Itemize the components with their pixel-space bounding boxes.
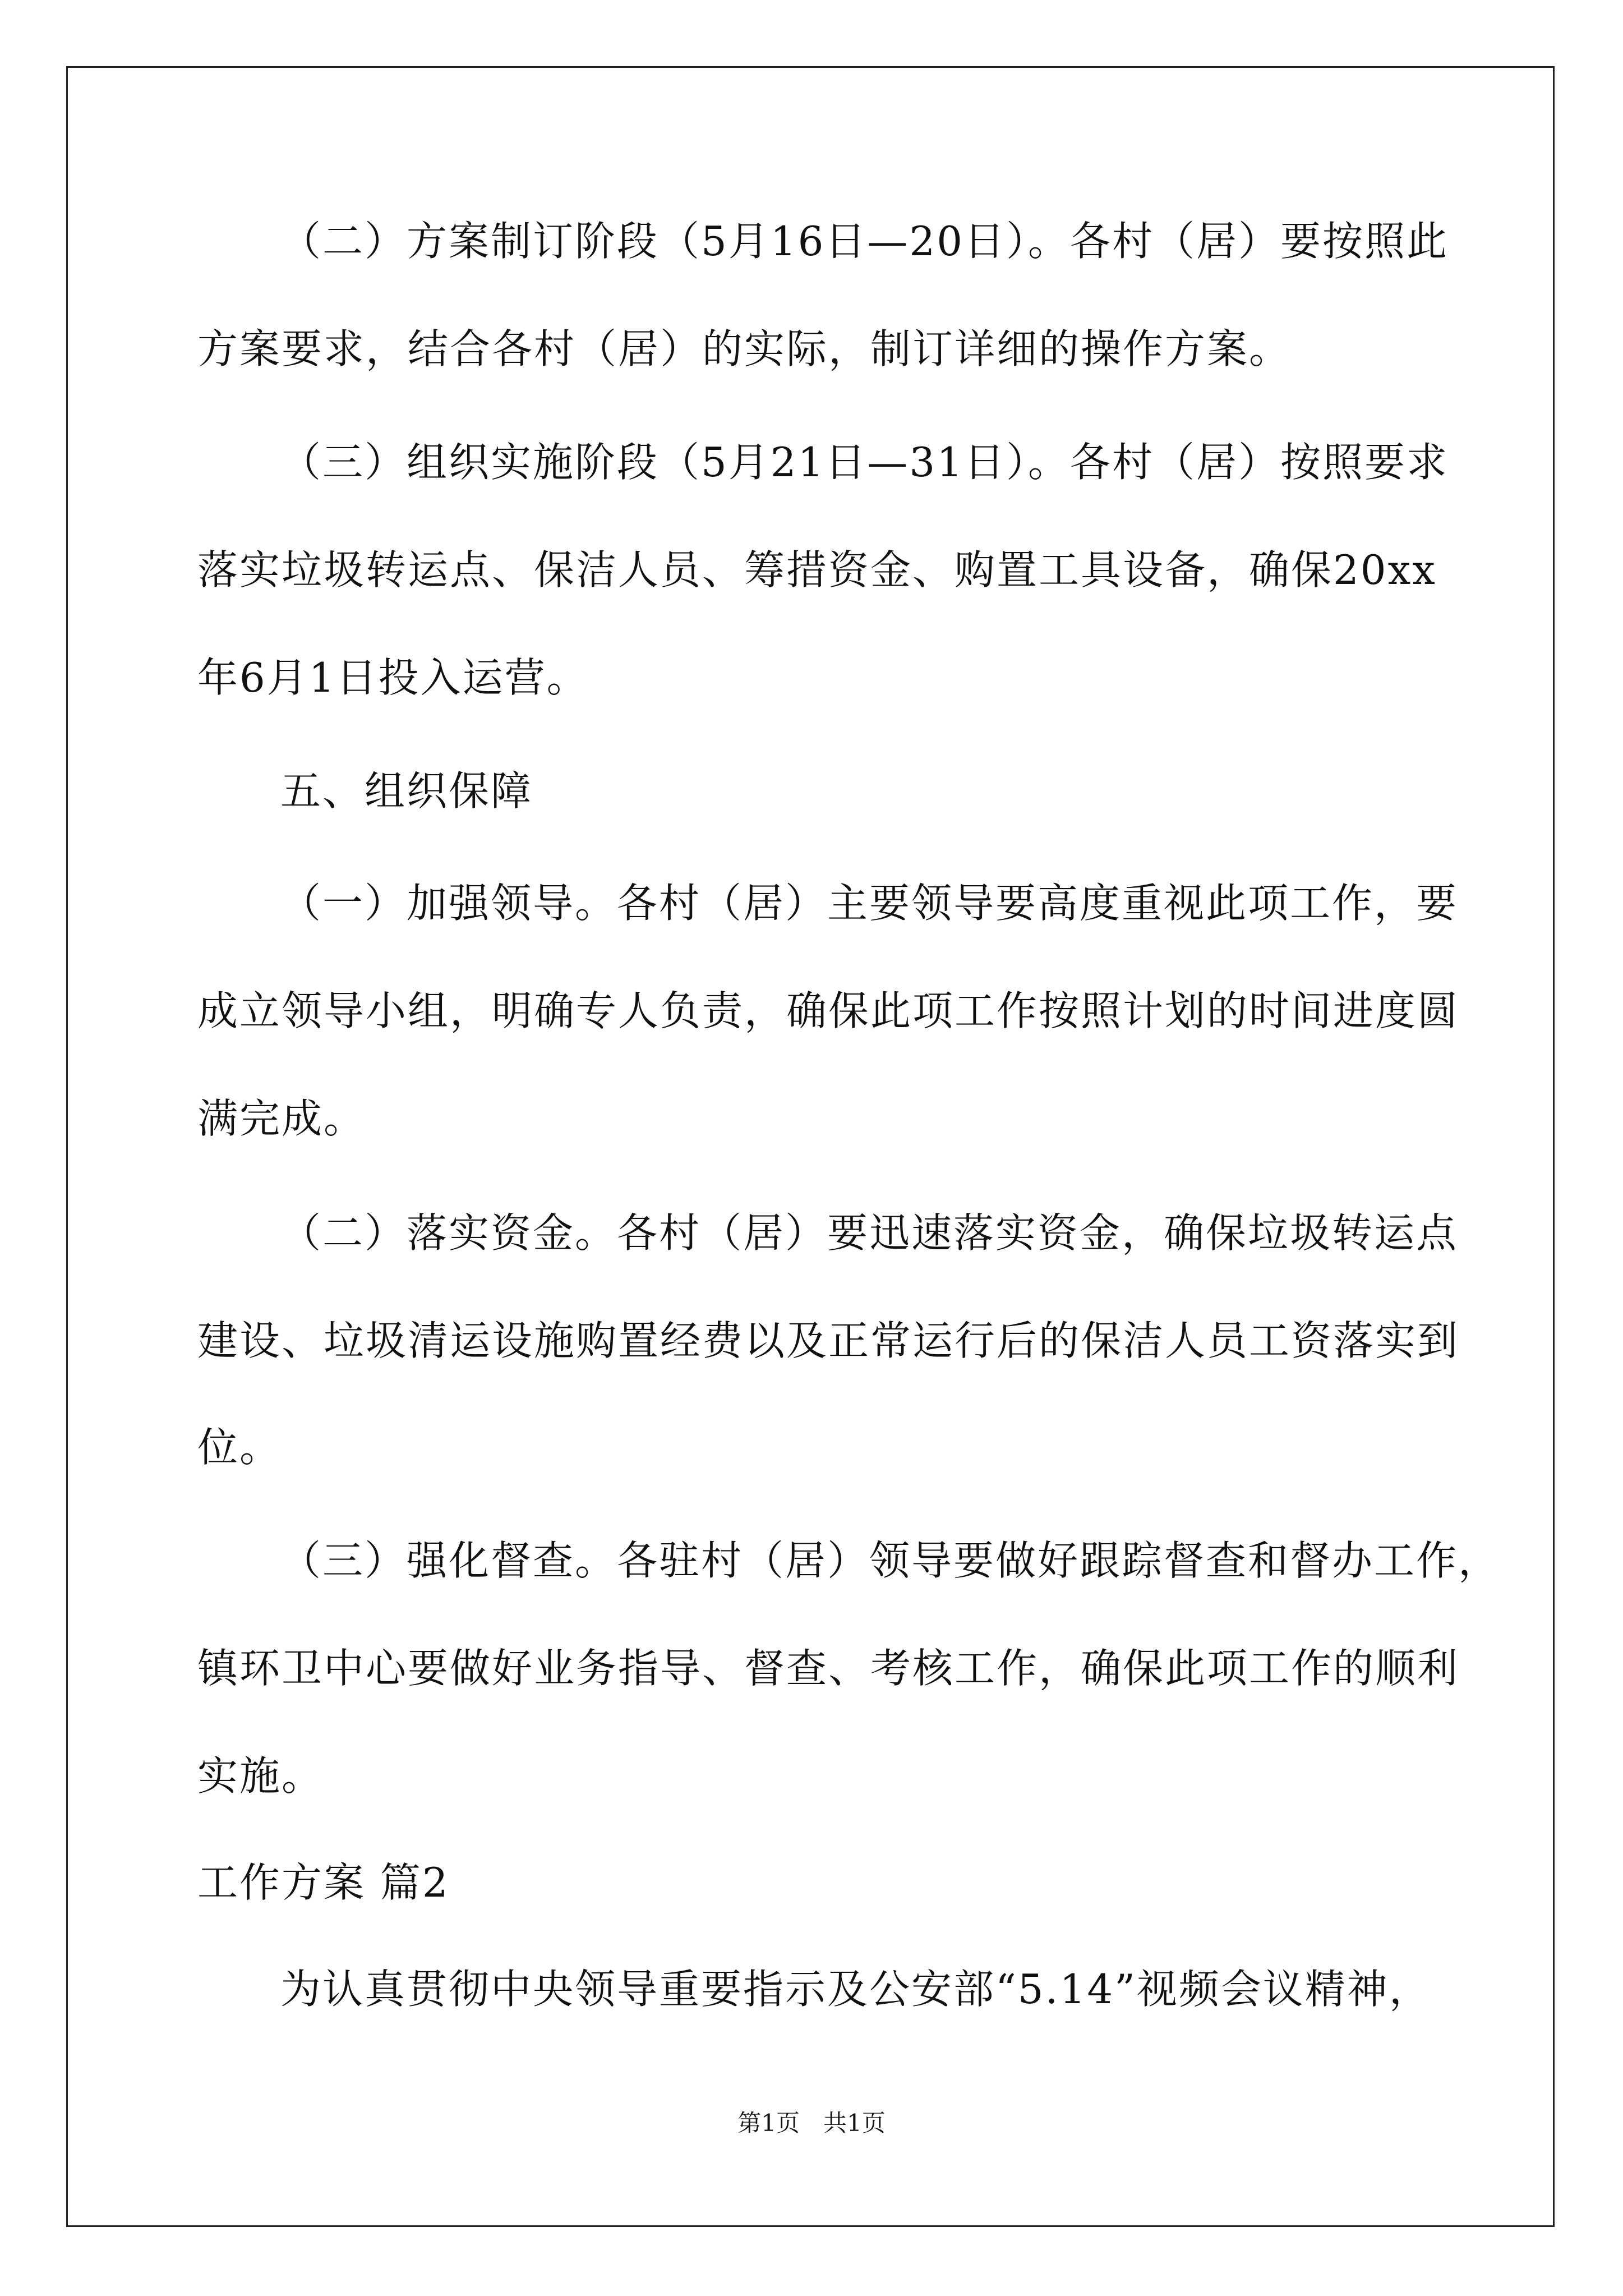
paragraph-line: 方案要求，结合各村（居）的实际，制订详细的操作方案。 — [197, 325, 1292, 372]
paragraph-line: （三）组织实施阶段（5月21日—31日）。各村（居）按照要求 — [280, 439, 1449, 486]
paragraph-line: 落实垃圾转运点、保洁人员、筹措资金、购置工具设备，确保20xx — [197, 546, 1437, 593]
paragraph-line: 满完成。 — [197, 1095, 366, 1142]
section-title: 工作方案 篇2 — [197, 1859, 450, 1906]
paragraph-line: 镇环卫中心要做好业务指导、督查、考核工作，确保此项工作的顺利 — [197, 1645, 1460, 1692]
paragraph-line: 位。 — [197, 1424, 282, 1471]
paragraph-line: （一）加强领导。各村（居）主要领导要高度重视此项工作，要 — [280, 880, 1459, 927]
paragraph-line: 成立领导小组，明确专人负责，确保此项工作按照计划的时间进度圆 — [197, 987, 1460, 1034]
paragraph-line: 实施。 — [197, 1752, 324, 1800]
paragraph-line: （二）方案制订阶段（5月16日—20日）。各村（居）要按照此 — [280, 218, 1449, 265]
paragraph-line: （二）落实资金。各村（居）要迅速落实资金，确保垃圾转运点 — [280, 1209, 1459, 1257]
paragraph-line: （三）强化督查。各驻村（居）领导要做好跟踪督查和督办工作， — [280, 1537, 1501, 1584]
section-heading: 五、组织保障 — [280, 767, 533, 815]
paragraph-line: 建设、垃圾清运设施购置经费以及正常运行后的保洁人员工资落实到 — [197, 1317, 1460, 1364]
paragraph-line: 为认真贯彻中央领导重要指示及公安部“5.14”视频会议精神， — [280, 1966, 1431, 2013]
page-footer: 第1页 共1页 — [737, 2109, 886, 2137]
paragraph-line: 年6月1日投入运营。 — [197, 654, 589, 701]
